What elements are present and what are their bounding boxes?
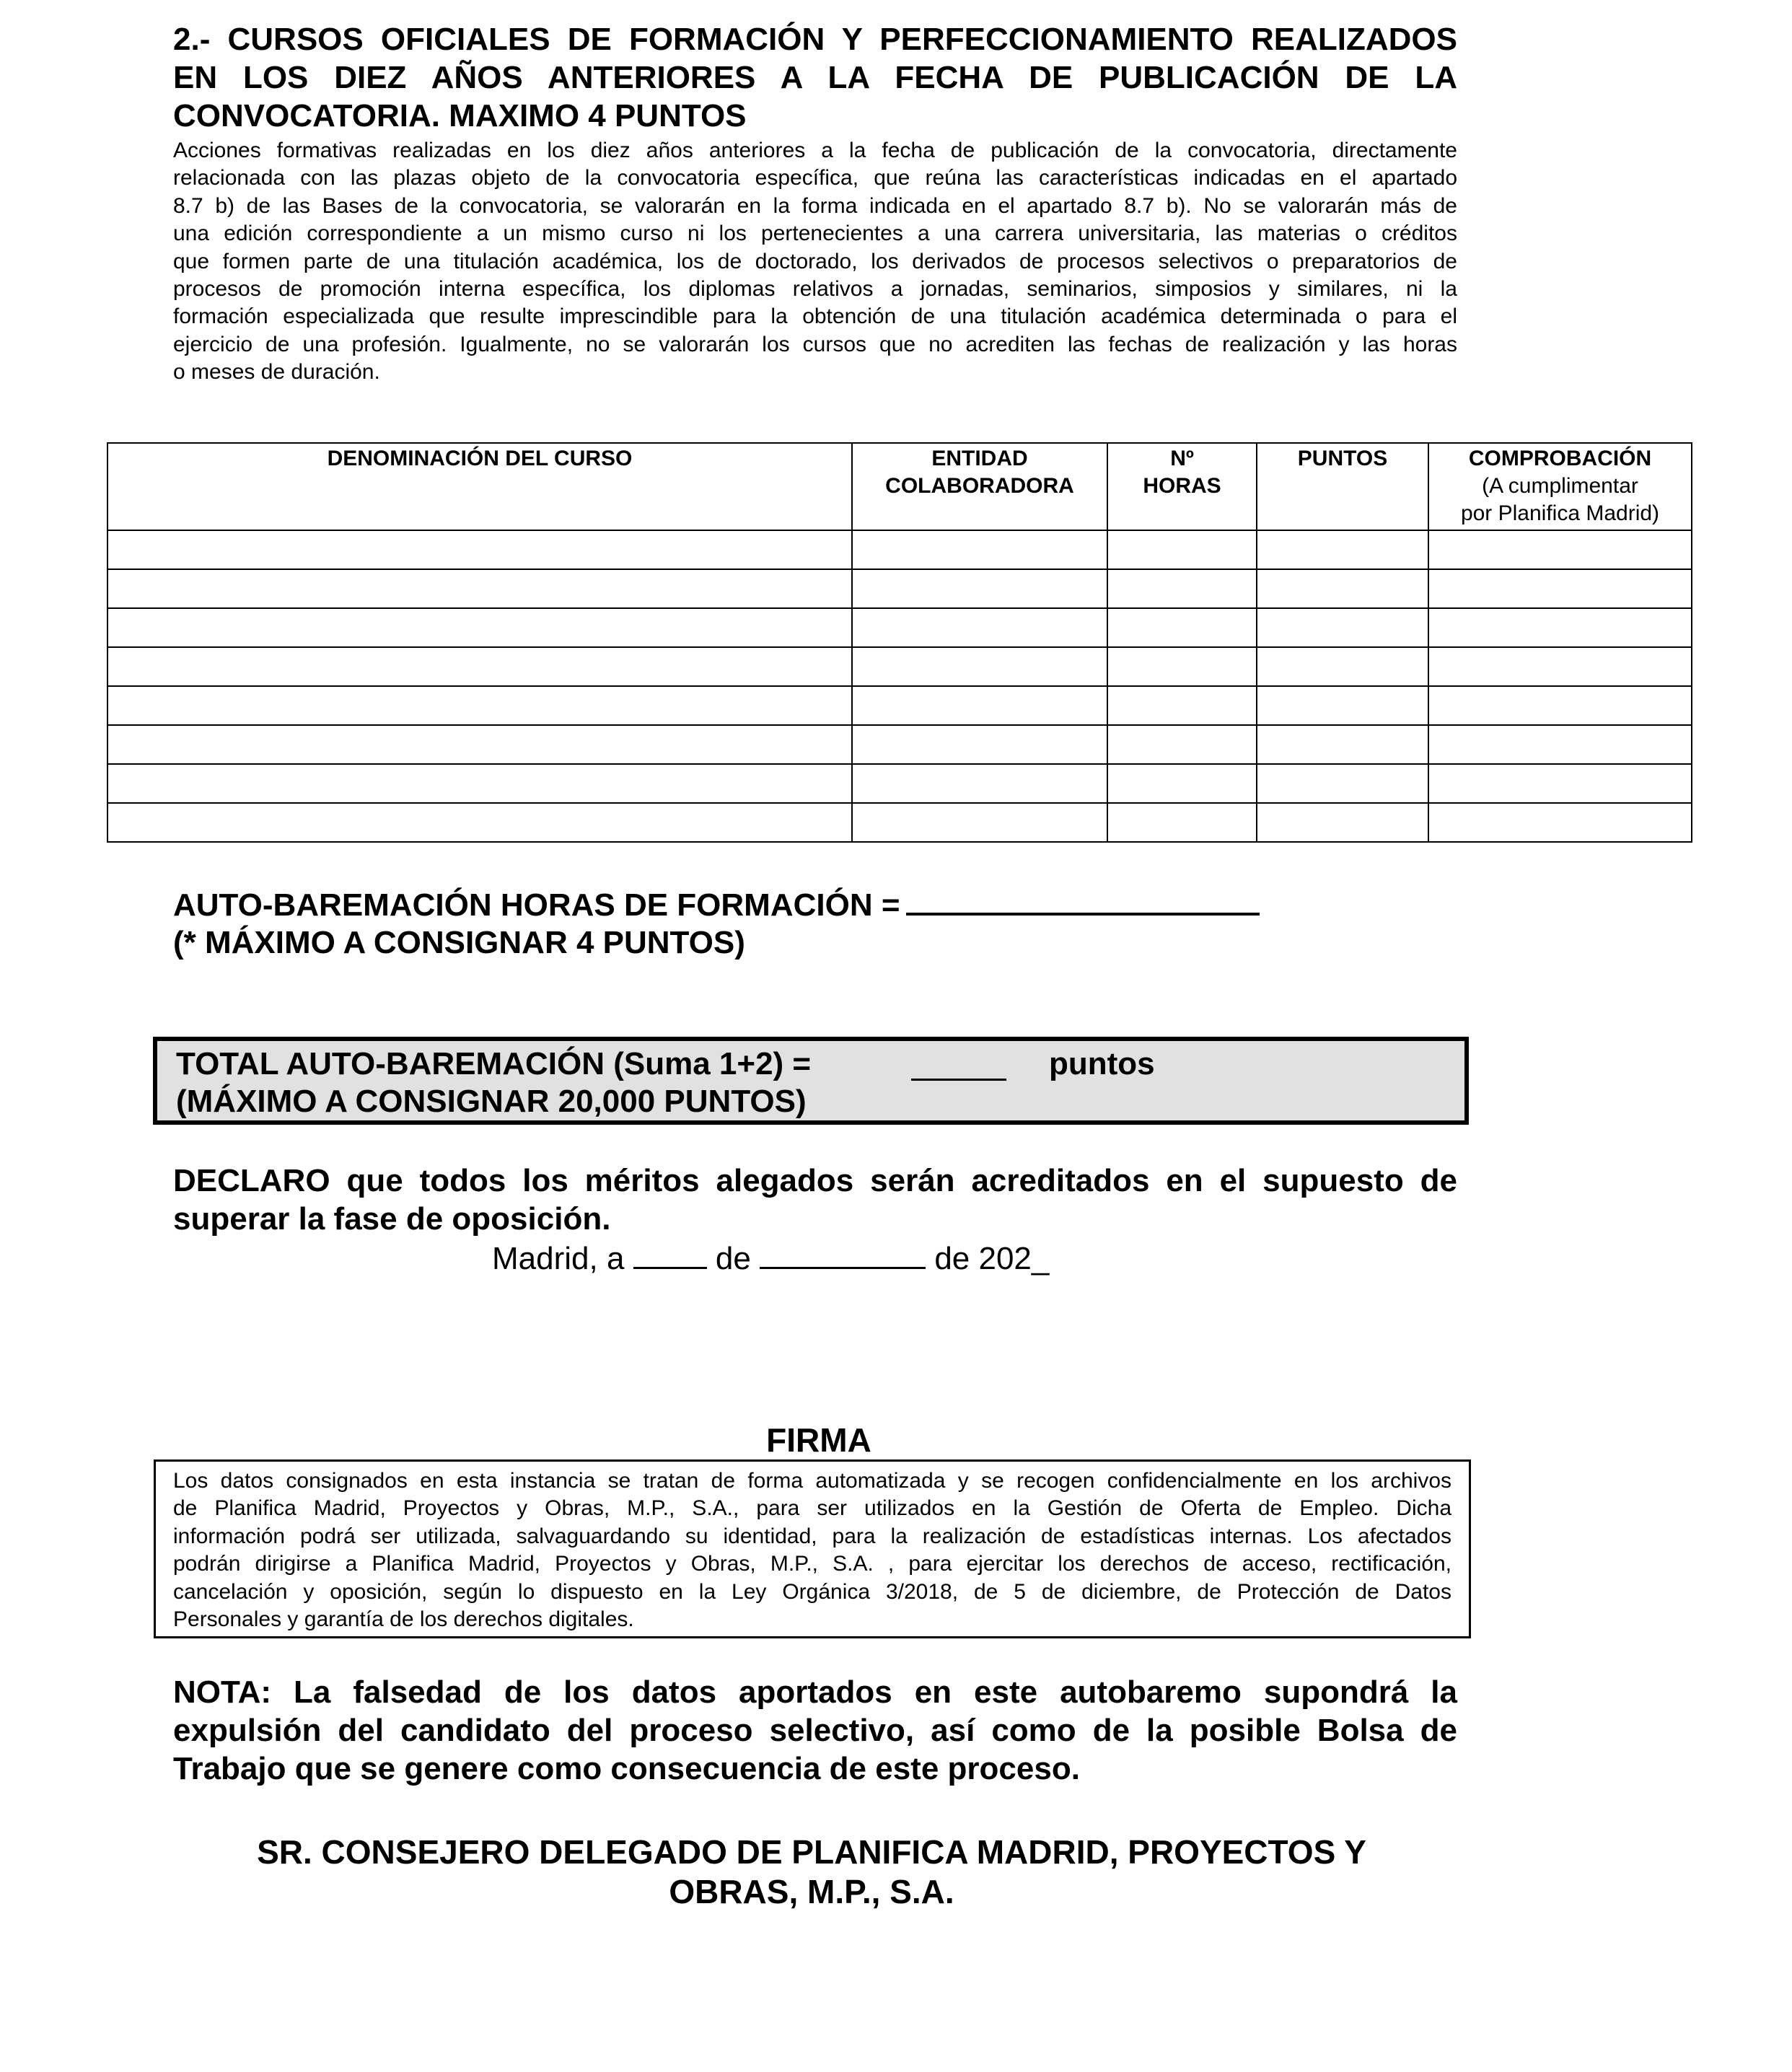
auto-baremacion bbox=[173, 884, 1260, 962]
header-entidad: ENTIDAD COLABORADORA bbox=[852, 443, 1107, 530]
signature-label: FIRMA bbox=[766, 1421, 871, 1459]
hours-cell[interactable] bbox=[1107, 530, 1257, 569]
table-row bbox=[107, 803, 1692, 842]
table-row bbox=[107, 608, 1692, 647]
description-line: o meses de duración. bbox=[173, 360, 380, 385]
course-name-cell[interactable] bbox=[107, 569, 852, 608]
date-place: Madrid, a bbox=[492, 1241, 625, 1276]
verification-cell bbox=[1428, 530, 1692, 569]
course-name-cell[interactable] bbox=[107, 803, 852, 842]
entity-cell[interactable] bbox=[852, 530, 1107, 569]
privacy-line: cancelación y oposición, según lo dispuesto en la Ley Orgánica 3/2018, de 5 de diciembre, de Protección de Datos bbox=[173, 1579, 1451, 1604]
verification-cell bbox=[1428, 569, 1692, 608]
entity-cell[interactable] bbox=[852, 725, 1107, 764]
points-cell[interactable] bbox=[1257, 725, 1428, 764]
hours-cell[interactable] bbox=[1107, 725, 1257, 764]
hours-cell[interactable] bbox=[1107, 764, 1257, 803]
entity-cell[interactable] bbox=[852, 608, 1107, 647]
section-title-line: EN LOS DIEZ AÑOS ANTERIORES A LA FECHA DE PUBLICACIÓN DE LA bbox=[173, 60, 1457, 95]
verification-cell bbox=[1428, 686, 1692, 725]
description-line: procesos de promoción interna específica, los diplomas relativos a jornadas, seminarios, simposios y similares, ni la bbox=[173, 277, 1457, 302]
date-year: de 202_ bbox=[934, 1241, 1050, 1276]
total-units: puntos bbox=[1049, 1046, 1155, 1081]
privacy-notice bbox=[154, 1459, 1471, 1638]
section-description bbox=[173, 137, 1457, 387]
points-cell[interactable] bbox=[1257, 803, 1428, 842]
courses-table bbox=[107, 442, 1692, 843]
privacy-line: Los datos consignados en esta instancia se tratan de forma automatizada y se recogen confidencialmente en los archivos bbox=[173, 1469, 1451, 1493]
date-line bbox=[492, 1239, 1049, 1278]
header-puntos: PUNTOS bbox=[1257, 443, 1428, 530]
points-cell[interactable] bbox=[1257, 647, 1428, 686]
table-row bbox=[107, 686, 1692, 725]
description-line: ejercicio de una profesión. Igualmente, no se valorarán los cursos que no acrediten las fechas de realización y las horas bbox=[173, 332, 1457, 356]
entity-cell[interactable] bbox=[852, 647, 1107, 686]
hours-cell[interactable] bbox=[1107, 569, 1257, 608]
entity-cell[interactable] bbox=[852, 764, 1107, 803]
description-line: 8.7 b) de las Bases de la convocatoria, se valorarán en la forma indicada en el apartado 8.7 b). No se valorarán más de bbox=[173, 193, 1457, 218]
declaration bbox=[173, 1162, 1457, 1238]
points-cell[interactable] bbox=[1257, 608, 1428, 647]
points-cell[interactable] bbox=[1257, 764, 1428, 803]
verification-cell bbox=[1428, 764, 1692, 803]
course-name-cell[interactable] bbox=[107, 647, 852, 686]
section-title-line: CONVOCATORIA. MAXIMO 4 PUNTOS bbox=[173, 98, 747, 133]
entity-cell[interactable] bbox=[852, 803, 1107, 842]
section-title-line: 2.- CURSOS OFICIALES DE FORMACIÓN Y PERFECCIONAMIENTO REALIZADOS bbox=[173, 22, 1457, 57]
verification-cell bbox=[1428, 725, 1692, 764]
auto-baremacion-field[interactable] bbox=[906, 884, 1260, 916]
header-denominacion: DENOMINACIÓN DEL CURSO bbox=[107, 443, 852, 530]
points-cell[interactable] bbox=[1257, 686, 1428, 725]
entity-cell[interactable] bbox=[852, 686, 1107, 725]
nota bbox=[173, 1673, 1457, 1788]
course-name-cell[interactable] bbox=[107, 530, 852, 569]
privacy-line: información podrá ser utilizada, salvaguardando su identidad, para la realización de estadísticas internas. Los afectados bbox=[173, 1524, 1451, 1548]
nota-line: Trabajo que se genere como consecuencia de este proceso. bbox=[173, 1751, 1080, 1786]
table-row bbox=[107, 764, 1692, 803]
auto-baremacion-label: AUTO-BAREMACIÓN HORAS DE FORMACIÓN = bbox=[173, 887, 900, 923]
addressee-line: SR. CONSEJERO DELEGADO DE PLANIFICA MADRID, PROYECTOS Y bbox=[257, 1833, 1366, 1871]
points-cell[interactable] bbox=[1257, 530, 1428, 569]
description-line: formación especializada que resulte imprescindible para la obtención de una titulación académica determinada o para el bbox=[173, 304, 1457, 329]
privacy-line: Personales y garantía de los derechos digitales. bbox=[173, 1607, 634, 1632]
day-field[interactable] bbox=[633, 1239, 707, 1269]
points-cell[interactable] bbox=[1257, 569, 1428, 608]
table-row bbox=[107, 569, 1692, 608]
hours-cell[interactable] bbox=[1107, 647, 1257, 686]
verification-cell bbox=[1428, 803, 1692, 842]
hours-cell[interactable] bbox=[1107, 803, 1257, 842]
nota-line: expulsión del candidato del proceso selectivo, así como de la posible Bolsa de bbox=[173, 1713, 1457, 1748]
verification-cell bbox=[1428, 608, 1692, 647]
total-max: (MÁXIMO A CONSIGNAR 20,000 PUNTOS) bbox=[176, 1084, 807, 1119]
hours-cell[interactable] bbox=[1107, 608, 1257, 647]
total-points-field[interactable] bbox=[911, 1079, 1006, 1081]
course-name-cell[interactable] bbox=[107, 686, 852, 725]
course-name-cell[interactable] bbox=[107, 725, 852, 764]
description-line: Acciones formativas realizadas en los diez años anteriores a la fecha de publicación de la convocatoria, directamente bbox=[173, 139, 1457, 162]
description-line: relacionada con las plazas objeto de la convocatoria específica, que reúna las características indicadas en el apartado bbox=[173, 166, 1457, 190]
description-line: una edición correspondiente a un mismo curso ni los pertenecientes a una carrera universitaria, las materias o créditos bbox=[173, 221, 1457, 246]
section-title bbox=[173, 20, 1457, 135]
privacy-line: de Planifica Madrid, Proyectos y Obras, M.P., S.A., para ser utilizados en la Gestión de Oferta de Empleo. Dicha bbox=[173, 1496, 1451, 1521]
nota-line: NOTA: La falsedad de los datos aportados en este autobaremo supondrá la bbox=[173, 1674, 1457, 1710]
header-horas: Nº HORAS bbox=[1107, 443, 1257, 530]
addressee bbox=[0, 1832, 1623, 1912]
total-box bbox=[153, 1037, 1469, 1125]
course-name-cell[interactable] bbox=[107, 608, 852, 647]
entity-cell[interactable] bbox=[852, 569, 1107, 608]
declaration-line: superar la fase de oposición. bbox=[173, 1201, 611, 1237]
table-row bbox=[107, 530, 1692, 569]
declaration-line: DECLARO que todos los méritos alegados serán acreditados en el supuesto de bbox=[173, 1163, 1457, 1198]
hours-cell[interactable] bbox=[1107, 686, 1257, 725]
table-row bbox=[107, 647, 1692, 686]
addressee-line: OBRAS, M.P., S.A. bbox=[669, 1873, 954, 1910]
description-line: que formen parte de una titulación académica, los de doctorado, los derivados de procesos selectivos o preparatorios de bbox=[173, 249, 1457, 273]
auto-baremacion-max: (* MÁXIMO A CONSIGNAR 4 PUNTOS) bbox=[173, 925, 745, 960]
header-comprobacion: COMPROBACIÓN (A cumplimentar por Planifica Madrid) bbox=[1428, 443, 1692, 530]
total-label: TOTAL AUTO-BAREMACIÓN (Suma 1+2) = bbox=[176, 1046, 812, 1081]
date-de: de bbox=[715, 1241, 751, 1276]
privacy-line: podrán dirigirse a Planifica Madrid, Proyectos y Obras, M.P., S.A. , para ejercitar los derechos de acceso, rectificación, bbox=[173, 1552, 1451, 1576]
month-field[interactable] bbox=[760, 1239, 926, 1269]
course-name-cell[interactable] bbox=[107, 764, 852, 803]
verification-cell bbox=[1428, 647, 1692, 686]
table-row bbox=[107, 725, 1692, 764]
